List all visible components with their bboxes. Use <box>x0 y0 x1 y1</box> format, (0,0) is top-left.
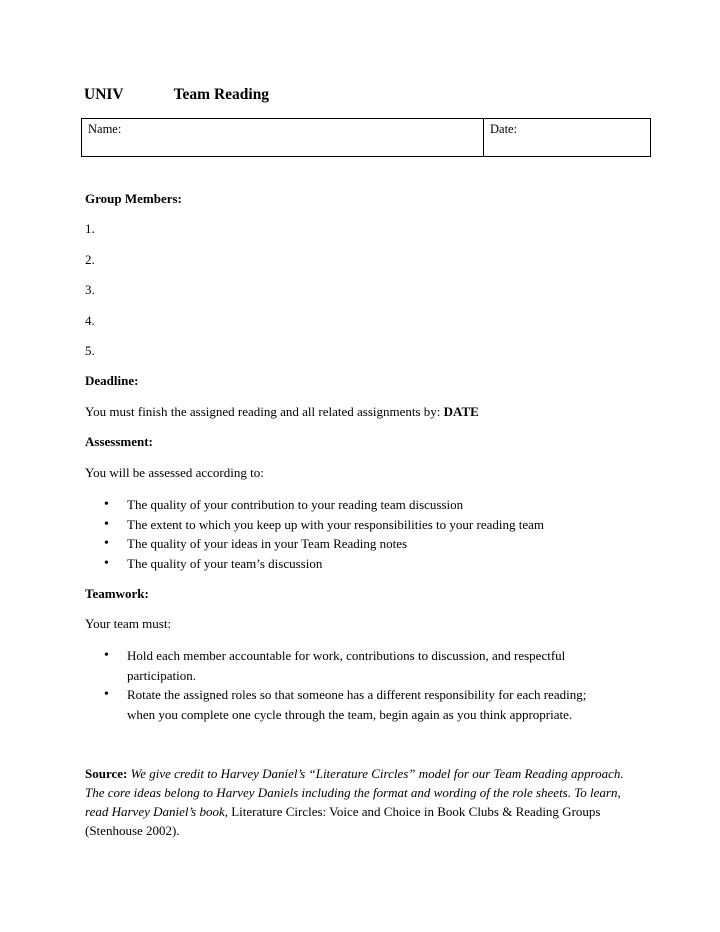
list-item: • Hold each member accountable for work, contributions to discussion, and respectful participation. <box>104 646 614 685</box>
assessment-list <box>104 495 624 573</box>
name-field[interactable] <box>82 119 484 156</box>
deadline-heading: Deadline: <box>85 373 139 388</box>
list-item: • The extent to which you keep up with your responsibilities to your reading team <box>104 515 624 535</box>
teamwork-list <box>104 646 614 724</box>
list-item: • The quality of your ideas in your Team Reading notes <box>104 534 624 554</box>
source-book-citation: , Literature Circles: Voice and Choice in Book Clubs & Reading Groups (Stenhouse 2002). <box>85 804 601 838</box>
source-label: Source: <box>85 766 128 781</box>
teamwork-intro: Your team must: <box>85 616 172 631</box>
member-number-1: 1. <box>85 221 95 236</box>
list-item: • Rotate the assigned roles so that someone has a different responsibility for each reading; when you complete one cycle through the team, begin again as you think appropriate. <box>104 685 614 724</box>
document-header <box>84 86 269 104</box>
deadline-sentence: You must finish the assigned reading and all related assignments by: <box>85 404 444 419</box>
source-paragraph <box>85 764 645 840</box>
teamwork-heading: Teamwork: <box>85 586 149 601</box>
member-number-4: 4. <box>85 313 95 328</box>
list-item: • The quality of your contribution to your reading team discussion <box>104 495 624 515</box>
deadline-date: DATE <box>443 404 479 419</box>
member-number-3: 3. <box>85 282 95 297</box>
member-number-5: 5. <box>85 343 95 358</box>
deadline-text <box>85 404 479 420</box>
date-field[interactable] <box>484 119 650 156</box>
course-code: UNIV <box>84 86 124 103</box>
source-italic-text: We give credit to Harvey Daniel’s “Literature Circles” model for our Team Reading approach. The core ideas belong to Harvey Daniels including the format and wording of the role sheets. To learn, read Harvey Daniel’s book <box>85 766 624 819</box>
date-label: Date: <box>490 122 518 136</box>
assessment-heading: Assessment: <box>85 434 153 449</box>
document-title: Team Reading <box>173 86 270 103</box>
group-members-heading: Group Members: <box>85 191 182 206</box>
name-label: Name: <box>88 122 122 136</box>
member-number-2: 2. <box>85 252 95 267</box>
list-item: • The quality of your team’s discussion <box>104 554 624 574</box>
assessment-intro: You will be assessed according to: <box>85 465 264 480</box>
name-date-table <box>81 118 651 157</box>
